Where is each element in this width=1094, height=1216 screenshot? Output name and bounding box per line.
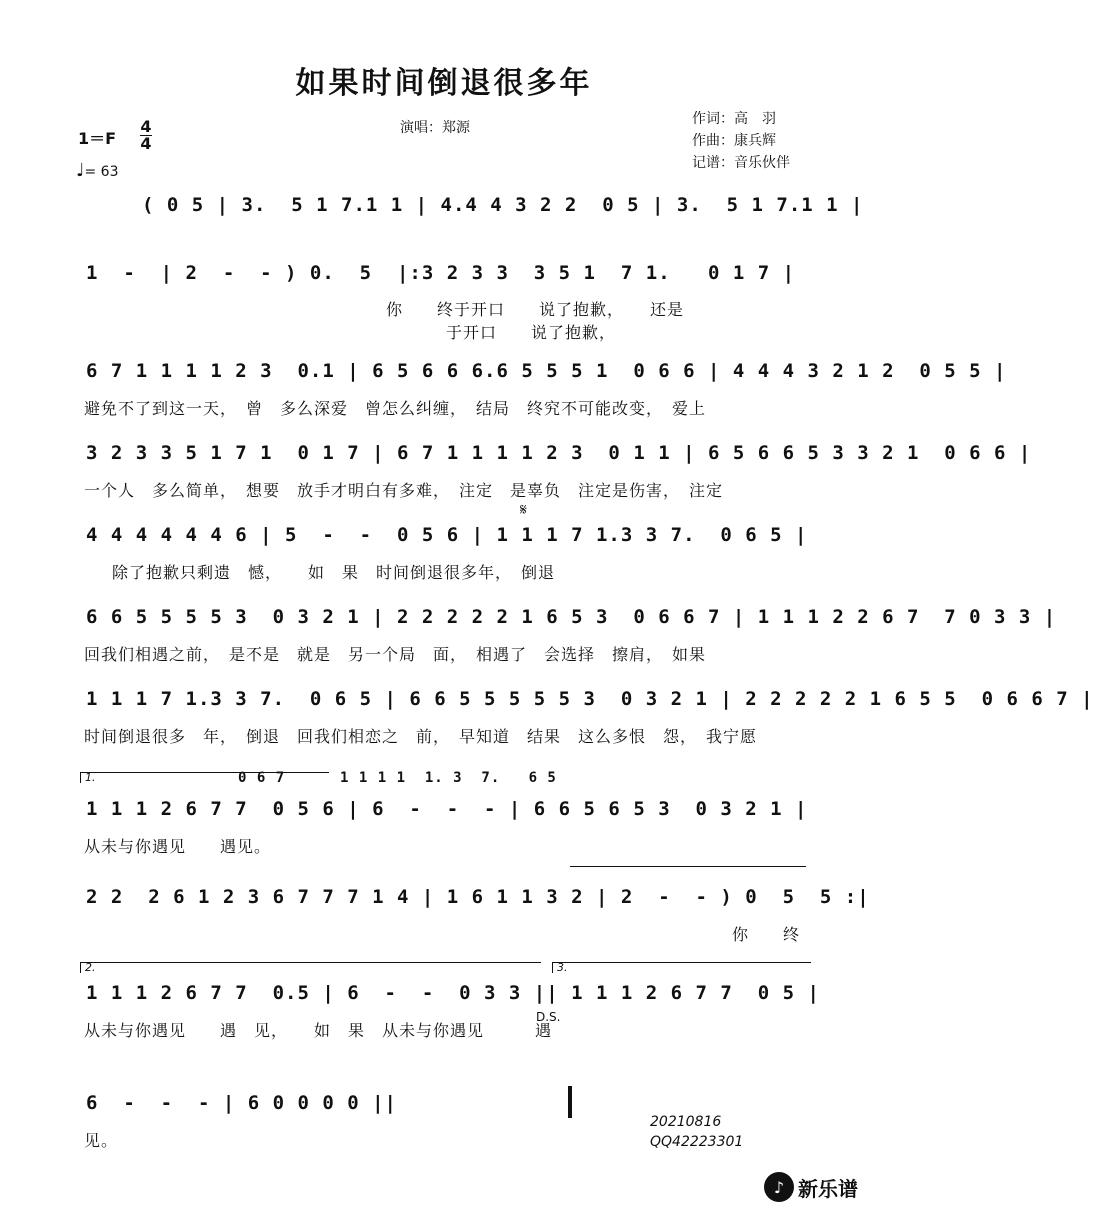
upper-notes-a: 0 6 7 <box>238 770 286 786</box>
lyric-line-7: 时间倒退很多 年， 倒退 回我们相恋之 前， 早知道 结果 这么多恨 怨， 我宁愿 <box>84 727 758 746</box>
notation-line-6: 6 6 5 5 5 5 3 0 3 2 1 | 2 2 2 2 2 1 6 5 3 0 6 6 7 | 1 1 1 2 2 6 7 7 0 3 3 | <box>86 606 1057 628</box>
notation-line-2: 1 - | 2 - - ) 0. 5 |:3 2 3 3 3 5 1 7 1. 0 1 7 | <box>86 262 796 284</box>
lyric-line-9: 你 终 <box>732 925 801 944</box>
song-title: 如果时间倒退很多年 <box>295 66 593 101</box>
tempo-value: = 63 <box>84 164 119 180</box>
final-barline <box>568 1086 572 1118</box>
volta-2 <box>80 962 541 973</box>
upper-notes-b: 1 1 1 1 1. 3 7. 6 5 <box>340 770 557 786</box>
lyric-line-11: 见。 <box>84 1131 119 1150</box>
time-numerator: 4 <box>140 117 152 136</box>
lyric-line-2a: 你 终于开口 说了抱歉， 还是 <box>386 300 685 319</box>
lyric-line-4: 一个人 多么简单， 想要 放手才明白有多难， 注定 是辜负 注定是伤害， 注定 <box>84 481 724 500</box>
record-icon: ♪ <box>764 1172 794 1202</box>
notation-line-8: 1 1 1 2 6 7 7 0 5 6 | 6 - - - | 6 6 5 6 5 3 0 3 2 1 | <box>86 798 808 820</box>
notation-line-9: 2 2 2 6 1 2 3 6 7 7 7 1 4 | 1 6 1 1 3 2 | 2 - - ) 0 5 5 :| <box>86 886 870 908</box>
volta-1-label: 1. <box>85 771 96 784</box>
notation-line-7: 1 1 1 7 1.3 3 7. 0 6 5 | 6 6 5 5 5 5 5 3 0 3 2 1 | 2 2 2 2 2 1 6 5 5 0 6 6 7 | <box>86 688 1094 710</box>
notation-line-5: 4 4 4 4 4 4 6 | 5 - - 0 5 6 | 1 1 1 7 1.3 3 7. 0 6 5 | <box>86 524 808 546</box>
volta-2-label: 2. <box>85 961 96 974</box>
time-signature <box>140 119 152 152</box>
lyric-line-5: 除了抱歉只剩遗 憾， 如 果 时间倒退很多年， 倒退 <box>112 563 556 582</box>
notation-line-11: 6 - - - | 6 0 0 0 0 || <box>86 1092 397 1114</box>
lyric-line-2b: 于开口 说了抱歉， <box>446 323 617 342</box>
key-signature: 1＝F <box>78 129 117 148</box>
notation-line-3: 6 7 1 1 1 1 2 3 0.1 | 6 5 6 6 6.6 5 5 5 1 0 6 6 | 4 4 4 3 2 1 2 0 5 5 | <box>86 360 1007 382</box>
bracket-line <box>570 866 806 867</box>
tempo-marking <box>76 160 119 183</box>
watermark-date: 20210816 <box>650 1114 722 1130</box>
brand-logo <box>764 1172 858 1202</box>
notation-line-10: 1 1 1 2 6 7 7 0.5 | 6 - - 0 3 3 || 1 1 1 2 6 7 7 0 5 | <box>86 982 820 1004</box>
notation-line-4: 3 2 3 3 5 1 7 1 0 1 7 | 6 7 1 1 1 1 2 3 0 1 1 | 6 5 6 6 5 3 3 2 1 0 6 6 | <box>86 442 1032 464</box>
watermark-qq: QQ42223301 <box>650 1134 744 1150</box>
volta-3 <box>552 962 811 973</box>
time-denominator: 4 <box>140 134 152 153</box>
lyric-line-6: 回我们相遇之前， 是不是 就是 另一个局 面， 相遇了 会选择 擦肩， 如果 <box>84 645 707 664</box>
segno-sign: 𝄋 <box>520 500 527 519</box>
volta-3-label: 3. <box>557 961 568 974</box>
ds-marking: D.S. <box>536 1010 561 1024</box>
volta-1 <box>80 772 329 783</box>
notation-line-1: ( 0 5 | 3. 5 1 7.1 1 | 4.4 4 3 2 2 0 5 | 3. 5 1 7.1 1 | <box>142 194 864 216</box>
lyric-line-10: 从未与你遇见 遇 见， 如 果 从未与你遇见 遇 <box>84 1021 553 1040</box>
composer: 作曲：康兵辉 <box>692 133 776 149</box>
lyric-line-8: 从未与你遇见 遇见。 <box>84 837 272 856</box>
singer: 演唱：郑源 <box>400 120 470 136</box>
lyric-line-3: 避免不了到这一天， 曾 多么深爱 曾怎么纠缠， 结局 终究不可能改变， 爱上 <box>84 399 707 418</box>
quarter-note-icon: ♩ <box>76 160 85 181</box>
lyricist: 作词：高 羽 <box>692 111 776 127</box>
brand-name: 新乐谱 <box>798 1176 858 1201</box>
transcriber: 记谱：音乐伙伴 <box>692 155 790 171</box>
